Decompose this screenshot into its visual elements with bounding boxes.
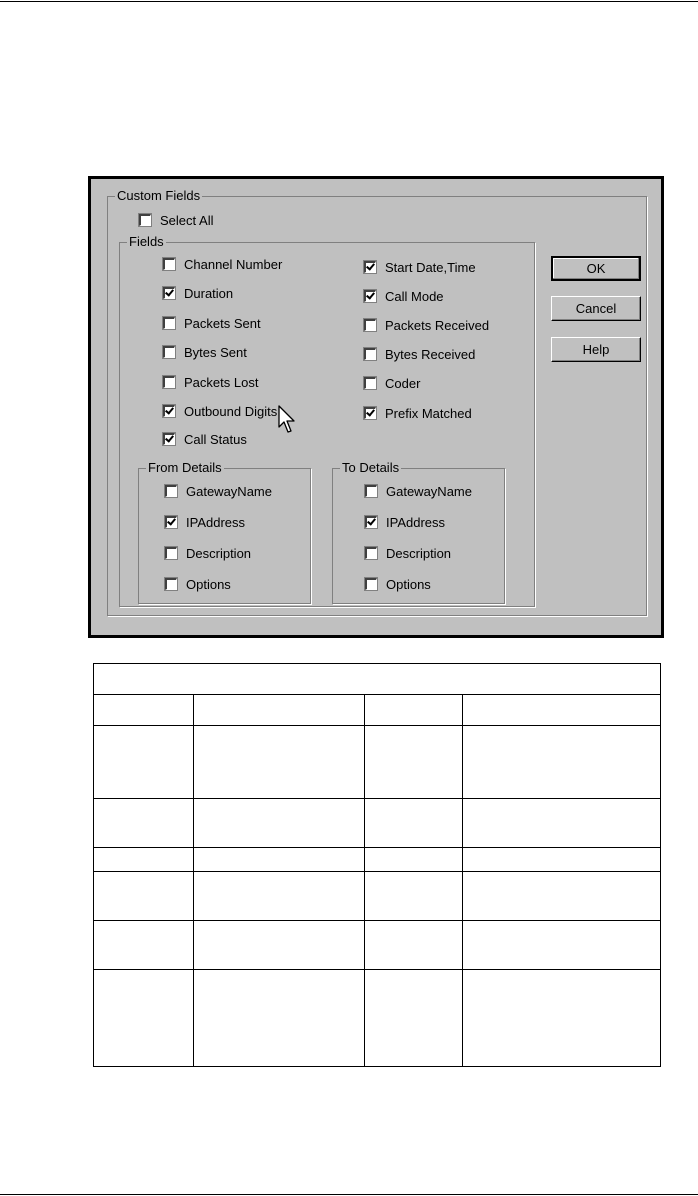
custom-fields-title: Custom Fields — [117, 188, 201, 203]
table-cell — [365, 799, 463, 848]
field-checkbox[interactable] — [163, 343, 247, 361]
field-label: Packets Sent — [184, 315, 261, 331]
to-detail-checkbox[interactable] — [365, 513, 445, 531]
table-cell — [365, 872, 463, 921]
detail-label: GatewayName — [386, 483, 472, 499]
checkbox-box[interactable] — [163, 433, 175, 445]
to-detail-checkbox[interactable] — [365, 482, 472, 500]
table-cell — [463, 726, 661, 799]
info-table — [93, 663, 661, 1067]
detail-label: Description — [186, 545, 252, 561]
table-row — [94, 848, 661, 872]
field-label: Packets Lost — [184, 374, 259, 390]
field-label: Bytes Sent — [184, 344, 247, 360]
checkbox-box[interactable] — [364, 348, 376, 360]
detail-label: GatewayName — [186, 483, 272, 499]
checkbox-box[interactable] — [364, 377, 376, 389]
field-checkbox[interactable] — [163, 430, 247, 448]
field-label: Bytes Received — [385, 346, 476, 362]
table-cell — [94, 726, 194, 799]
checkbox-box[interactable] — [365, 547, 377, 559]
field-checkbox[interactable] — [364, 258, 476, 276]
field-checkbox[interactable] — [364, 374, 420, 392]
table-cell — [94, 921, 194, 970]
to-details-title: To Details — [342, 460, 400, 475]
table-cell — [194, 921, 365, 970]
table-cell — [463, 695, 661, 726]
table-row — [94, 726, 661, 799]
cancel-button[interactable]: Cancel — [551, 296, 641, 321]
bottom-rule — [0, 1194, 698, 1195]
detail-label: Options — [386, 576, 431, 592]
from-detail-checkbox[interactable] — [165, 575, 231, 593]
table-cell — [194, 726, 365, 799]
checkbox-box[interactable] — [365, 485, 377, 497]
checkbox-box[interactable] — [163, 287, 175, 299]
field-label: Prefix Matched — [385, 405, 472, 421]
field-checkbox[interactable] — [163, 402, 277, 420]
checkbox-box[interactable] — [163, 346, 175, 358]
table-cell — [463, 848, 661, 872]
from-detail-checkbox[interactable] — [165, 513, 245, 531]
table-row — [94, 970, 661, 1067]
field-checkbox[interactable] — [364, 404, 472, 422]
checkbox-box[interactable] — [365, 578, 377, 590]
fields-title: Fields — [129, 234, 164, 249]
checkbox-box[interactable] — [364, 290, 376, 302]
field-label: Start Date,Time — [385, 259, 476, 275]
table-cell — [365, 726, 463, 799]
custom-fields-dialog — [88, 176, 664, 638]
table-cell — [94, 695, 194, 726]
select-all-label: Select All — [160, 212, 214, 228]
checkbox-box[interactable] — [165, 578, 177, 590]
help-button[interactable]: Help — [551, 337, 641, 362]
detail-label: Options — [186, 576, 231, 592]
table-cell — [94, 848, 194, 872]
table-cell — [194, 970, 365, 1067]
top-rule — [0, 1, 698, 2]
checkbox-box[interactable] — [364, 319, 376, 331]
table-cell — [365, 921, 463, 970]
table-cell — [94, 799, 194, 848]
checkbox-box[interactable] — [163, 405, 175, 417]
field-checkbox[interactable] — [163, 314, 261, 332]
from-details-title: From Details — [148, 460, 222, 475]
table-cell — [194, 872, 365, 921]
table-row — [94, 799, 661, 848]
detail-label: IPAddress — [386, 514, 446, 530]
table-cell — [463, 921, 661, 970]
from-detail-checkbox[interactable] — [165, 482, 272, 500]
checkbox-box[interactable] — [163, 258, 175, 270]
table-cell — [365, 695, 463, 726]
checkbox-box[interactable] — [165, 485, 177, 497]
table-row — [94, 921, 661, 970]
checkbox-box[interactable] — [165, 516, 177, 528]
to-detail-checkbox[interactable] — [365, 575, 431, 593]
select-all-checkbox[interactable] — [139, 211, 213, 229]
select-all-box[interactable] — [139, 214, 151, 226]
table-cell — [365, 970, 463, 1067]
field-label: Channel Number — [184, 256, 283, 272]
field-checkbox[interactable] — [364, 345, 475, 363]
field-checkbox[interactable] — [364, 316, 489, 334]
checkbox-box[interactable] — [165, 547, 177, 559]
field-checkbox[interactable] — [364, 287, 444, 305]
field-label: Outbound Digits — [184, 403, 278, 419]
table-cell — [194, 799, 365, 848]
mouse-pointer-icon — [277, 405, 297, 435]
table-cell — [194, 848, 365, 872]
table-cell — [194, 695, 365, 726]
checkbox-box[interactable] — [365, 516, 377, 528]
ok-button[interactable]: OK — [551, 256, 641, 281]
table-row — [94, 695, 661, 726]
field-checkbox[interactable] — [163, 284, 233, 302]
table-cell — [94, 970, 194, 1067]
checkbox-box[interactable] — [163, 376, 175, 388]
table-cell — [94, 872, 194, 921]
table-cell — [463, 799, 661, 848]
field-label: Packets Received — [385, 317, 490, 333]
table-cell — [463, 970, 661, 1067]
detail-label: Description — [386, 545, 452, 561]
field-label: Call Mode — [385, 288, 444, 304]
checkbox-box[interactable] — [364, 261, 376, 273]
field-label: Call Status — [184, 431, 247, 447]
field-label: Duration — [184, 285, 234, 301]
checkbox-box[interactable] — [163, 317, 175, 329]
table-header-row — [94, 664, 661, 695]
field-checkbox[interactable] — [163, 255, 282, 273]
table-cell — [365, 848, 463, 872]
to-detail-checkbox[interactable] — [365, 544, 451, 562]
table-row — [94, 872, 661, 921]
detail-label: IPAddress — [186, 514, 246, 530]
from-detail-checkbox[interactable] — [165, 544, 251, 562]
table-cell — [463, 872, 661, 921]
table-cell — [94, 664, 661, 695]
checkbox-box[interactable] — [364, 407, 376, 419]
field-checkbox[interactable] — [163, 373, 258, 391]
field-label: Coder — [385, 375, 421, 391]
